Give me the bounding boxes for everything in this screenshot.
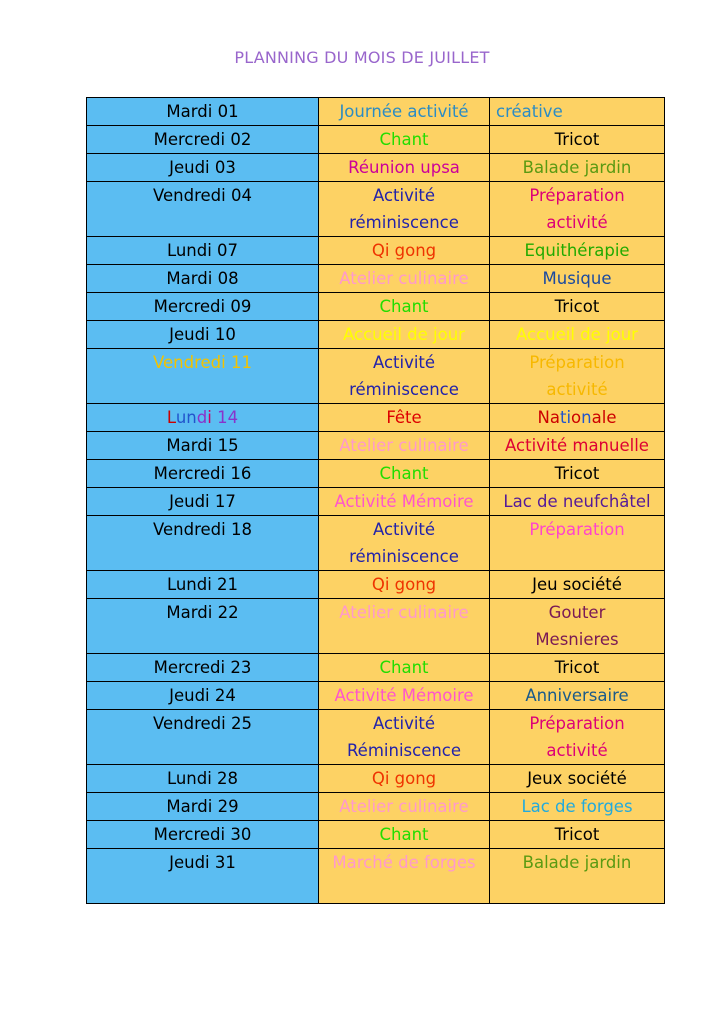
activity-cell-2: [490, 571, 665, 599]
activity-cell-1: [319, 432, 490, 460]
activity-cell-2: [490, 404, 665, 432]
cell-text-line: Anniversaire: [525, 686, 629, 705]
cell-text-line: Préparation: [529, 714, 625, 733]
day-cell: [87, 321, 319, 349]
cell-text-line: Activité Mémoire: [334, 686, 474, 705]
activity-cell-2: [490, 654, 665, 682]
cell-text-line: Tricot: [554, 130, 600, 149]
cell-text-line: Chant: [379, 825, 429, 844]
cell-text-line: Vendredi 18: [153, 520, 252, 539]
page-title: PLANNING DU MOIS DE JUILLET: [234, 48, 490, 67]
day-cell: [87, 849, 319, 904]
day-cell: [87, 404, 319, 432]
cell-text-segment: Na: [537, 408, 560, 427]
cell-text-line: Tricot: [554, 464, 600, 483]
activity-cell-2: [490, 710, 665, 765]
cell-text-line: Activité: [372, 186, 436, 205]
cell-text-line: Mercredi 30: [153, 825, 252, 844]
activity-cell-2: [490, 349, 665, 404]
cell-text-line: Atelier culinaire: [339, 797, 469, 816]
planning-row: [87, 404, 665, 432]
cell-text-line: Lac de forges: [521, 797, 633, 816]
cell-text-line: Vendredi 04: [153, 186, 252, 205]
activity-cell-1: [319, 321, 490, 349]
activity-cell-2: [490, 126, 665, 154]
cell-text-line: Lundi 07: [166, 241, 239, 260]
cell-text-line: activité: [546, 380, 608, 399]
day-cell: [87, 793, 319, 821]
cell-text-line: Préparation: [529, 520, 625, 539]
cell-text-line: Activité Mémoire: [334, 492, 474, 511]
planning-row: [87, 321, 665, 349]
day-cell: [87, 182, 319, 237]
cell-text-segment: 14: [211, 408, 239, 427]
cell-text-line: Balade jardin: [522, 158, 632, 177]
cell-text-line: Lac de neufchâtel: [503, 492, 651, 511]
planning-row: [87, 488, 665, 516]
day-cell: [87, 571, 319, 599]
activity-cell-2: [490, 599, 665, 654]
activity-cell-2: [490, 682, 665, 710]
cell-text-line: activité: [546, 213, 608, 232]
cell-text-line: Tricot: [554, 825, 600, 844]
cell-text-line: Préparation: [529, 353, 625, 372]
activity-cell-2: [490, 432, 665, 460]
activity-cell-2: [490, 98, 665, 126]
cell-text-line: Marché de forges: [332, 853, 476, 872]
day-cell: [87, 821, 319, 849]
cell-text-line: Tricot: [554, 658, 600, 677]
activity-cell-1: [319, 460, 490, 488]
activity-cell-2: [490, 237, 665, 265]
cell-text-line: Mercredi 16: [153, 464, 252, 483]
planning-row: [87, 154, 665, 182]
cell-text-line: Mercredi 02: [153, 130, 252, 149]
activity-cell-1: [319, 849, 490, 904]
activity-cell-1: [319, 765, 490, 793]
activity-cell-2: [490, 265, 665, 293]
planning-row: [87, 849, 665, 904]
cell-text-line: Mardi 01: [166, 102, 239, 121]
planning-row: [87, 571, 665, 599]
planning-row: [87, 765, 665, 793]
day-cell: [87, 488, 319, 516]
cell-text-line: Réunion upsa: [348, 158, 460, 177]
cell-text-segment: u: [175, 408, 187, 427]
activity-cell-2: [490, 765, 665, 793]
cell-text-line: créative: [496, 102, 563, 121]
cell-text-line: Fête: [386, 408, 422, 427]
planning-row: [87, 516, 665, 571]
cell-text-line: Vendredi 25: [153, 714, 252, 733]
planning-row: [87, 182, 665, 237]
activity-cell-2: [490, 516, 665, 571]
cell-text-line: Tricot: [554, 297, 600, 316]
cell-text-line: Activité: [372, 353, 436, 372]
cell-text-line: Jeudi 17: [169, 492, 236, 511]
activity-cell-1: [319, 154, 490, 182]
day-cell: [87, 265, 319, 293]
activity-cell-1: [319, 793, 490, 821]
cell-text-line: Atelier culinaire: [339, 436, 469, 455]
cell-text-segment: d: [196, 408, 208, 427]
activity-cell-2: [490, 182, 665, 237]
planning-table: [86, 97, 665, 904]
cell-text-line: Préparation: [529, 186, 625, 205]
activity-cell-2: [490, 154, 665, 182]
cell-text-line: Mercredi 09: [153, 297, 252, 316]
cell-text-line: Lundi 28: [166, 769, 239, 788]
activity-cell-1: [319, 654, 490, 682]
day-cell: [87, 432, 319, 460]
cell-text-line: Jeudi 24: [169, 686, 236, 705]
planning-row: [87, 460, 665, 488]
planning-row: [87, 432, 665, 460]
cell-text-segment: n: [186, 408, 197, 427]
activity-cell-2: [490, 821, 665, 849]
activity-cell-1: [319, 349, 490, 404]
day-cell: [87, 98, 319, 126]
planning-row: [87, 682, 665, 710]
cell-text-line: activité: [546, 741, 608, 760]
activity-cell-1: [319, 571, 490, 599]
cell-text-line: Activité: [372, 520, 436, 539]
activity-cell-2: [490, 849, 665, 904]
cell-text-line: Activité: [372, 714, 436, 733]
cell-text-line: Chant: [379, 297, 429, 316]
planning-row: [87, 821, 665, 849]
cell-text-segment: ale: [591, 408, 617, 427]
cell-text-line: Accueil de jour: [516, 325, 638, 344]
cell-text-line: Mercredi 23: [153, 658, 252, 677]
cell-text-line: réminiscence: [349, 380, 459, 399]
cell-text-segment: o: [571, 408, 582, 427]
activity-cell-1: [319, 682, 490, 710]
activity-cell-1: [319, 404, 490, 432]
cell-text-line: Atelier culinaire: [339, 269, 469, 288]
activity-cell-1: [319, 599, 490, 654]
cell-text-line: réminiscence: [349, 547, 459, 566]
day-cell: [87, 682, 319, 710]
day-cell: [87, 293, 319, 321]
cell-text-line: Mardi 15: [166, 436, 239, 455]
cell-text-line: Mesnieres: [535, 630, 619, 649]
planning-row: [87, 599, 665, 654]
cell-text-line: Atelier culinaire: [339, 603, 469, 622]
activity-cell-1: [319, 126, 490, 154]
activity-cell-2: [490, 488, 665, 516]
cell-text-line: Accueil de jour: [343, 325, 465, 344]
cell-text-line: Equithérapie: [524, 241, 630, 260]
planning-row: [87, 98, 665, 126]
cell-text-line: Journée activité: [339, 102, 469, 121]
activity-cell-1: [319, 710, 490, 765]
cell-text-line: Jeux société: [527, 769, 627, 788]
day-cell: [87, 516, 319, 571]
cell-text-line: réminiscence: [349, 213, 459, 232]
activity-cell-1: [319, 182, 490, 237]
cell-text-line: Mardi 29: [166, 797, 239, 816]
cell-text-line: Musique: [542, 269, 612, 288]
cell-text-line: Qi gong: [371, 769, 437, 788]
cell-text-line: Lundi 21: [166, 575, 239, 594]
planning-row: [87, 293, 665, 321]
cell-text-line: Chant: [379, 658, 429, 677]
cell-text-line: Jeudi 31: [169, 853, 236, 872]
activity-cell-2: [490, 793, 665, 821]
planning-row: [87, 237, 665, 265]
activity-cell-2: [490, 321, 665, 349]
planning-row: [87, 349, 665, 404]
activity-cell-2: [490, 293, 665, 321]
planning-body: [87, 98, 665, 904]
cell-text-line: Activité manuelle: [505, 436, 649, 455]
activity-cell-1: [319, 821, 490, 849]
cell-text-segment: n: [581, 408, 592, 427]
cell-text-line: Jeudi 03: [169, 158, 236, 177]
day-cell: [87, 765, 319, 793]
activity-cell-1: [319, 265, 490, 293]
planning-row: [87, 126, 665, 154]
day-cell: [87, 654, 319, 682]
day-cell: [87, 126, 319, 154]
cell-text-line: Gouter: [548, 603, 606, 622]
cell-text-line: Réminiscence: [346, 741, 462, 760]
activity-cell-1: [319, 488, 490, 516]
planning-row: [87, 710, 665, 765]
activity-cell-1: [319, 293, 490, 321]
cell-text-line: Jeudi 10: [169, 325, 236, 344]
cell-text-line: Mardi 08: [166, 269, 239, 288]
cell-text-segment: L: [166, 408, 176, 427]
planning-row: [87, 654, 665, 682]
activity-cell-1: [319, 98, 490, 126]
cell-text-line: Vendredi 11: [153, 353, 252, 372]
cell-text-segment: i: [207, 408, 212, 427]
cell-text-segment: ti: [559, 408, 572, 427]
day-cell: [87, 154, 319, 182]
day-cell: [87, 599, 319, 654]
cell-text-line: Jeu société: [532, 575, 622, 594]
planning-row: [87, 793, 665, 821]
activity-cell-1: [319, 516, 490, 571]
cell-text-line: Qi gong: [371, 575, 437, 594]
planning-row: [87, 265, 665, 293]
day-cell: [87, 349, 319, 404]
day-cell: [87, 460, 319, 488]
cell-text-line: Mardi 22: [166, 603, 239, 622]
activity-cell-1: [319, 237, 490, 265]
day-cell: [87, 237, 319, 265]
cell-text-line: Chant: [379, 130, 429, 149]
cell-text-line: Chant: [379, 464, 429, 483]
activity-cell-2: [490, 460, 665, 488]
day-cell: [87, 710, 319, 765]
cell-text-line: Qi gong: [371, 241, 437, 260]
cell-text-line: Balade jardin: [522, 853, 632, 872]
